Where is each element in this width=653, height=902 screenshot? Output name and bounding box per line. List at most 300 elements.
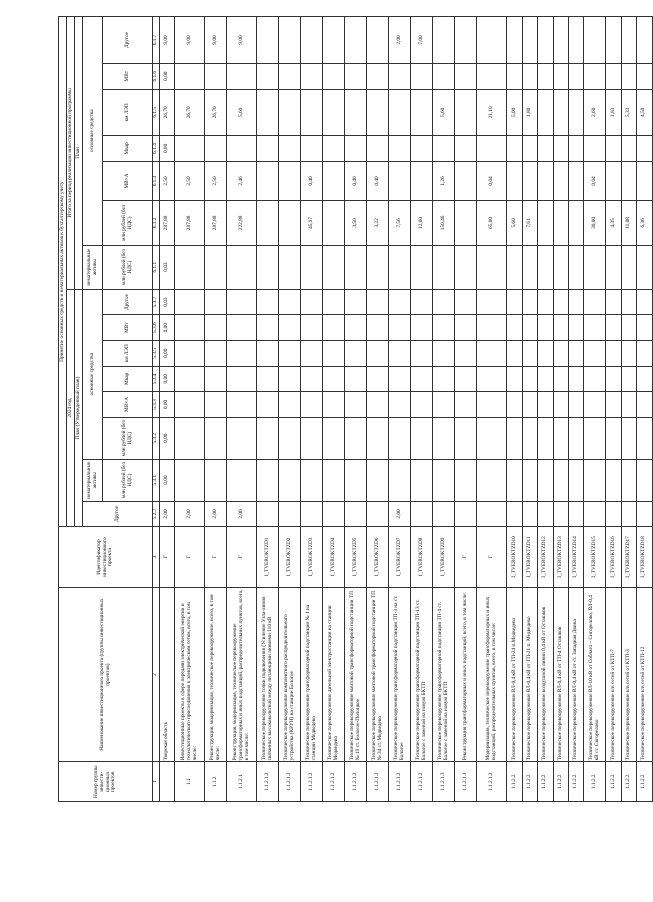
cell-n613 [279, 161, 301, 201]
cell-n536 [433, 315, 455, 341]
cell-n535 [455, 340, 477, 366]
cell-n536 [553, 315, 568, 341]
cell-n617 [522, 17, 537, 64]
cell-n537 [227, 289, 257, 315]
cell-n537: 0,03 [160, 289, 175, 315]
cell-n533 [205, 392, 227, 418]
cell-num: 1.1.2.2 [522, 762, 537, 802]
cell-n615 [411, 89, 433, 136]
cell-n536 [389, 315, 411, 341]
cell-id: Г [175, 527, 205, 588]
cell-n616 [553, 63, 568, 89]
cell-n617 [455, 17, 477, 64]
cell-name: Техническое перевооружение н/в сетей от КТП-7 [606, 587, 621, 762]
cell-n531 [389, 459, 411, 501]
cell-n535 [279, 340, 301, 366]
cell-name: Техническое перевооружение точки подключения (Усиление Узла-линия связанных высоковольтной между питающими линиями 110 кВ [257, 587, 279, 762]
cell-name: Техническое перевооружение трансформаторной подстанции ТП-4 ст. Бологое с заменой на новую БКТП [433, 587, 455, 762]
cell-n614 [568, 136, 583, 162]
num-cell: 2 [153, 587, 160, 762]
cell-n536 [367, 315, 389, 341]
cell-n611 [637, 245, 652, 289]
cell-n611 [522, 245, 537, 289]
cell-n613 [389, 161, 411, 201]
cell-n617 [606, 17, 621, 64]
cell-n612: 150,46 [433, 201, 455, 245]
cell-id: I_TVEROKTZD14 [568, 527, 583, 588]
cell-n614 [323, 136, 345, 162]
cell-n533 [637, 392, 652, 418]
cell-n533 [477, 392, 507, 418]
cell-n611 [411, 245, 433, 289]
cell-n611 [538, 245, 553, 289]
cell-n535 [367, 340, 389, 366]
cell-n534 [205, 366, 227, 392]
cell-n617 [367, 17, 389, 64]
cell-n536 [345, 315, 367, 341]
cell-n611 [345, 245, 367, 289]
cell-n537 [389, 289, 411, 315]
cell-n531: 0,00 [160, 459, 175, 501]
cell-n615: 26,70 [160, 89, 175, 136]
cell-n532 [637, 417, 652, 459]
cell-n613: 0,04 [477, 161, 507, 201]
cell-n615: 5,00 [507, 89, 522, 136]
cell-n534 [455, 366, 477, 392]
cell-n531 [553, 459, 568, 501]
cell-n617 [637, 17, 652, 64]
cell-n613: 2,50 [205, 161, 227, 201]
cell-n611 [389, 245, 411, 289]
cell-n612: 6,36 [637, 201, 652, 245]
cell-n616 [637, 63, 652, 89]
cell-n533 [455, 392, 477, 418]
cell-id: I_TVEROKTZD8 [411, 527, 433, 588]
cell-other_left [477, 501, 507, 527]
cell-n615: 26,70 [205, 89, 227, 136]
cell-n611 [323, 245, 345, 289]
table-row [621, 17, 636, 802]
cell-n613 [621, 161, 636, 201]
cell-n613 [637, 161, 652, 201]
cell-n535 [584, 340, 606, 366]
cell-n531 [301, 459, 323, 501]
cell-n612 [279, 201, 301, 245]
cell-n614 [621, 136, 636, 162]
cell-n613 [455, 161, 477, 201]
table-row [637, 17, 652, 802]
cell-n612: 7,56 [389, 201, 411, 245]
cell-n612: 11,08 [621, 201, 636, 245]
cell-n533: 0,00 [160, 392, 175, 418]
cell-n614 [606, 136, 621, 162]
cell-n537 [553, 289, 568, 315]
cell-n612: 287,88 [175, 201, 205, 245]
cell-n616 [323, 63, 345, 89]
cell-n611 [553, 245, 568, 289]
table-row [507, 17, 522, 802]
cell-other_left: 2,00 [205, 501, 227, 527]
cell-n612: 287,88 [160, 201, 175, 245]
cell-name: Инвестиционные проекты в сфере передачи электрической энергии и технологического присоединения к электрическим сетям, всего, в том числе: [175, 587, 205, 762]
cell-n535: 0,00 [160, 340, 175, 366]
cell-n537 [455, 289, 477, 315]
cell-n534: 0,00 [160, 366, 175, 392]
mva-header: МВ×А [103, 392, 153, 418]
cell-n615 [279, 89, 301, 136]
cell-n536 [205, 315, 227, 341]
cell-n615 [553, 89, 568, 136]
cell-id: I_TVEROKTZD2 [279, 527, 301, 588]
cell-n533 [538, 392, 553, 418]
cell-n615 [257, 89, 279, 136]
cell-name: Реконструкция, модернизация, техническое перевооружение трансформаторных и иных подстанций, распределительных пунктов, всего, в том числе: [227, 587, 257, 762]
cell-num: 1.1.2.2 [538, 762, 553, 802]
cell-n612: 30,00 [584, 201, 606, 245]
cell-n614 [433, 136, 455, 162]
cell-n533 [584, 392, 606, 418]
cell-num: 1.1.2.1.2 [257, 762, 279, 802]
cell-id: Г [205, 527, 227, 588]
cell-n611 [433, 245, 455, 289]
cell-n615: 1,83 [606, 89, 621, 136]
cell-n531 [507, 459, 522, 501]
cell-n531 [345, 459, 367, 501]
cell-id: I_TVEROKTZD17 [621, 527, 636, 588]
code-cell: 5.3.3 [153, 392, 160, 418]
cell-n533 [507, 392, 522, 418]
cell-n612: 45,97 [301, 201, 323, 245]
cell-n531 [455, 459, 477, 501]
cell-n534 [522, 366, 537, 392]
cell-n615 [455, 89, 477, 136]
cell-num: 1.1.2.2 [606, 762, 621, 802]
cell-num: 1.1.2.1.2 [389, 762, 411, 802]
cell-n617 [584, 17, 606, 64]
cell-num: 1.1 [175, 762, 205, 802]
cell-n616 [433, 63, 455, 89]
cell-n536 [507, 315, 522, 341]
cell-n614 [584, 136, 606, 162]
cell-n532 [411, 417, 433, 459]
cell-name: Модернизация, техническое перевооружение трансформаторных и иных подстанций, распределительных пунктов, всего, в том числе: [477, 587, 507, 762]
cell-n535 [227, 340, 257, 366]
cell-n536 [606, 315, 621, 341]
cell-n533 [323, 392, 345, 418]
cell-n615 [323, 89, 345, 136]
cell-n533 [568, 392, 583, 418]
cell-other_left [323, 501, 345, 527]
cell-n617 [538, 17, 553, 64]
cell-n533 [433, 392, 455, 418]
table-row [477, 17, 507, 802]
table-row [301, 17, 323, 802]
cell-num: 1.1.2.1.2 [477, 762, 507, 802]
cell-n533 [301, 392, 323, 418]
top-header: Принятие основных средств и нематериальных активов к бухгалтерскому учету [59, 17, 67, 527]
table-row [205, 17, 227, 802]
cell-n537 [477, 289, 507, 315]
code-cell: 6.1.2 [153, 201, 160, 245]
cell-n535 [477, 340, 507, 366]
cell-n536 [227, 315, 257, 341]
cell-n534 [323, 366, 345, 392]
code-cell: 6.1.1 [153, 245, 160, 289]
cell-n535 [621, 340, 636, 366]
mva-header-2: МВ×А [103, 161, 153, 201]
cell-n537 [507, 289, 522, 315]
cell-n616 [477, 63, 507, 89]
cell-other_left [538, 501, 553, 527]
cell-n535 [522, 340, 537, 366]
cell-n537 [522, 289, 537, 315]
cell-n612 [257, 201, 279, 245]
cell-n533 [345, 392, 367, 418]
cell-num: 1.1.2.1.2 [411, 762, 433, 802]
cell-n613: 1,26 [433, 161, 455, 201]
cell-n531 [568, 459, 583, 501]
cell-name: Техническое перевооружение трансформаторной подстанции ТП-3 на ст. Бологое [389, 587, 411, 762]
cell-n615: 5,60 [433, 89, 455, 136]
cell-name: Реконструкция трансформаторных и иных подстанций, всего, в том числе: [455, 587, 477, 762]
cell-n611 [477, 245, 507, 289]
cell-n537 [433, 289, 455, 315]
cell-n616 [568, 63, 583, 89]
table-row [522, 17, 537, 802]
cell-n613: 0,04 [584, 161, 606, 201]
table-row [279, 17, 301, 802]
cell-n616 [522, 63, 537, 89]
table-row [345, 17, 367, 802]
cell-n537 [411, 289, 433, 315]
fixed-assets-header: основные средства [83, 289, 103, 459]
other-header: Другое [83, 501, 153, 527]
cell-n617 [477, 17, 507, 64]
cell-n611 [279, 245, 301, 289]
code-cell: 6.1.5 [153, 89, 160, 136]
cell-num: 1.1.2.1.2 [345, 762, 367, 802]
cell-other_left [345, 501, 367, 527]
cell-other_left [279, 501, 301, 527]
cell-num: 1.1.2.1.2 [301, 762, 323, 802]
cell-n614 [553, 136, 568, 162]
table-row [411, 17, 433, 802]
cell-id: I_TVEROKTZD18 [637, 527, 652, 588]
cell-n611 [455, 245, 477, 289]
cell-n535 [345, 340, 367, 366]
cell-n611 [606, 245, 621, 289]
cell-id: Г [455, 527, 477, 588]
cell-other_left [568, 501, 583, 527]
cell-n531 [621, 459, 636, 501]
cell-other_left: 2,00 [227, 501, 257, 527]
cell-n615 [389, 89, 411, 136]
intangible-header-2: нематериальные активы [83, 245, 103, 289]
cell-n617 [345, 17, 367, 64]
cell-n617 [433, 17, 455, 64]
cell-n537 [637, 289, 652, 315]
cell-id: I_TVEROKTZD16 [606, 527, 621, 588]
cell-name: Техническое перевооружение мачтовой трансформаторной подстанции ТП № 34 ст. Медведево [367, 587, 389, 762]
investment-table [58, 16, 653, 802]
cell-n536: 0,00 [160, 315, 175, 341]
cell-n532 [433, 417, 455, 459]
plan-header: План [75, 17, 83, 290]
cell-n536 [175, 315, 205, 341]
cell-n532 [367, 417, 389, 459]
cell-n617: 2,00 [389, 17, 411, 64]
cell-other_left [522, 501, 537, 527]
cell-n613: 0,40 [301, 161, 323, 201]
cell-n537 [279, 289, 301, 315]
cell-n614: 0,00 [160, 136, 175, 162]
cell-n616 [367, 63, 389, 89]
table-row [175, 17, 205, 802]
cell-num: 1.1.2.2 [637, 762, 652, 802]
cell-n534 [584, 366, 606, 392]
cell-n614 [522, 136, 537, 162]
cell-n614 [279, 136, 301, 162]
cell-num: 1.1.2.1 [227, 762, 257, 802]
cell-n532 [205, 417, 227, 459]
cell-id: I_TVEROKTZD3 [301, 527, 323, 588]
cell-n537 [205, 289, 227, 315]
cell-n614 [411, 136, 433, 162]
cell-n532 [568, 417, 583, 459]
cell-n532 [257, 417, 279, 459]
km-header-2: км ЛЭП [103, 89, 153, 136]
code-cell: 6.1.6 [153, 63, 160, 89]
cell-other_left [411, 501, 433, 527]
cell-name: Техническое перевооружение н/в сетей от КТП-3 [621, 587, 636, 762]
table-row [323, 17, 345, 802]
cell-id: I_TVEROKTZD11 [522, 527, 537, 588]
cell-n616 [538, 63, 553, 89]
cell-n616 [621, 63, 636, 89]
cell-n612 [455, 201, 477, 245]
cell-name: Реконструкция, модернизация, техническое перевооружение, всего, в том числе: [205, 587, 227, 762]
cell-n531 [175, 459, 205, 501]
cell-n536 [568, 315, 583, 341]
cell-n613: 2,50 [160, 161, 175, 201]
cell-id: I_TVEROKTZD6 [367, 527, 389, 588]
cell-n612 [553, 201, 568, 245]
cell-n531 [433, 459, 455, 501]
cell-n537 [538, 289, 553, 315]
cell-n612: 222,88 [227, 201, 257, 245]
cell-n615: 4,50 [637, 89, 652, 136]
cell-n617: 9,00 [175, 17, 205, 64]
cell-n611 [227, 245, 257, 289]
cell-n613 [257, 161, 279, 201]
cell-n616 [507, 63, 522, 89]
cell-n536 [455, 315, 477, 341]
cell-n615: 1,80 [522, 89, 537, 136]
cell-n611 [205, 245, 227, 289]
cell-num: 1.1.2 [205, 762, 227, 802]
cell-n612: 7,61 [522, 201, 537, 245]
cell-n616 [205, 63, 227, 89]
cell-other_left [621, 501, 636, 527]
cell-id: Г [477, 527, 507, 588]
cell-n532 [323, 417, 345, 459]
col-num-header: Номер группы инвести-ционных проектов [59, 762, 153, 802]
cell-n536 [584, 315, 606, 341]
cell-n611 [568, 245, 583, 289]
cell-n537 [367, 289, 389, 315]
cell-other_left [433, 501, 455, 527]
cell-n615 [301, 89, 323, 136]
cell-id: I_TVEROKTZD15 [584, 527, 606, 588]
cell-n613: 2,50 [175, 161, 205, 201]
cell-n537 [584, 289, 606, 315]
cell-n537 [345, 289, 367, 315]
cell-n614 [205, 136, 227, 162]
cell-other_left: 2,00 [175, 501, 205, 527]
cell-n613: 0,40 [345, 161, 367, 201]
cell-n536 [257, 315, 279, 341]
cell-n532 [538, 417, 553, 459]
cell-n533 [411, 392, 433, 418]
cell-n611 [301, 245, 323, 289]
cell-n537 [257, 289, 279, 315]
cell-n533 [621, 392, 636, 418]
cell-n616 [606, 63, 621, 89]
cell-n535 [568, 340, 583, 366]
cell-id: I_TVEROKTZD10 [507, 527, 522, 588]
cell-n617 [553, 17, 568, 64]
cell-n531 [257, 459, 279, 501]
cell-n617 [621, 17, 636, 64]
cell-n616 [279, 63, 301, 89]
cell-n533 [175, 392, 205, 418]
cell-name: Техническое перевооружение ВЛ-0,4 кВ от ТП-21 п. Медведево [522, 587, 537, 762]
cell-n616 [455, 63, 477, 89]
cell-n537 [323, 289, 345, 315]
cell-n612: 4,35 [606, 201, 621, 245]
cell-n534 [257, 366, 279, 392]
cell-n535 [507, 340, 522, 366]
cell-n534 [606, 366, 621, 392]
cell-n612: 3,22 [367, 201, 389, 245]
cell-num: 1.1.2.1.2 [279, 762, 301, 802]
cell-n536 [411, 315, 433, 341]
cell-name: Техническое перевооружение мачтовой трансформаторной подстанции ТП № 19 ст. Бологое-Полоцкое [345, 587, 367, 762]
cell-n614 [227, 136, 257, 162]
plan-approved-header: План (Утвержденный план) [75, 289, 83, 526]
table-row [538, 17, 553, 802]
cell-n534 [507, 366, 522, 392]
cell-n611 [584, 245, 606, 289]
cell-n535 [257, 340, 279, 366]
cell-n614 [477, 136, 507, 162]
cell-n616 [175, 63, 205, 89]
cell-n617: 9,00 [160, 17, 175, 64]
cell-n612: 5,60 [507, 201, 522, 245]
cell-name: Техническое перевооружение трансформаторной подстанции № 1 на станции Медведево [301, 587, 323, 762]
num-cell: 1 [153, 762, 160, 802]
col-id-header: Идентификатор инвестиционного проекта [59, 527, 153, 588]
cell-n532 [279, 417, 301, 459]
code-cell: 6.1.4 [153, 136, 160, 162]
cell-n534 [279, 366, 301, 392]
cell-n531 [205, 459, 227, 501]
cell-n534 [345, 366, 367, 392]
cell-n531 [637, 459, 652, 501]
cell-n533 [367, 392, 389, 418]
cell-n537 [301, 289, 323, 315]
cell-n535 [433, 340, 455, 366]
